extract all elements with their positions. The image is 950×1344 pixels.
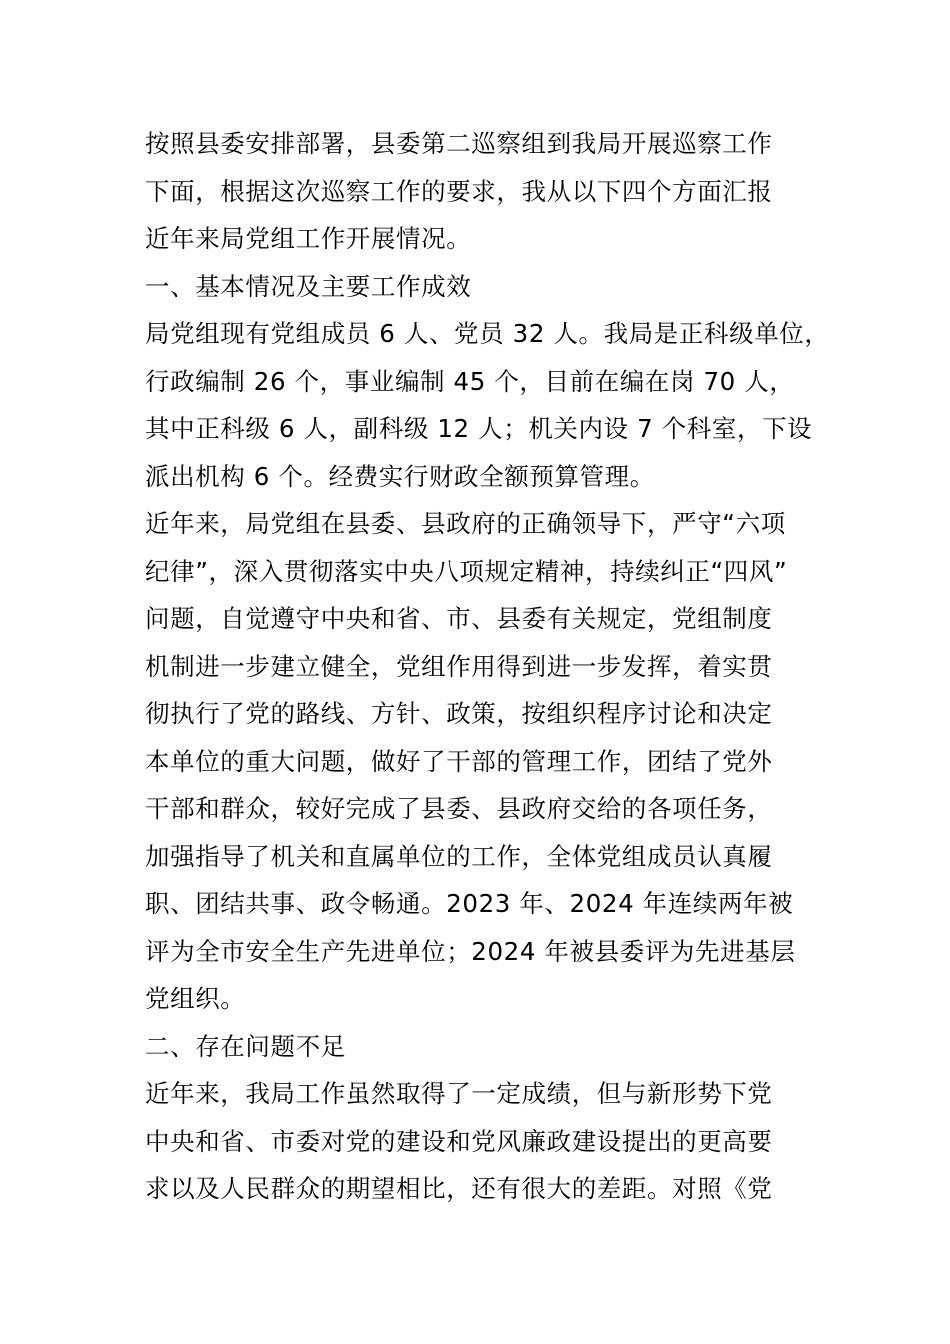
text-line: 机制进一步建立健全，党组作用得到进一步发挥，着实贯 (145, 651, 773, 681)
document-body (145, 120, 845, 1213)
text-line: 下面，根据这次巡察工作的要求，我从以下四个方面汇报 (145, 176, 773, 206)
text-line: 本单位的重大问题，做好了干部的管理工作，团结了党外 (145, 746, 773, 776)
text-line: 派出机构 6 个。经费实行财政全额预算管理。 (145, 461, 655, 491)
text-line: 近年来局党组工作开展情况。 (145, 224, 472, 253)
text-line: 党组织。 (145, 984, 246, 1013)
text-line: 近年来，局党组在县委、县政府的正确领导下，严守“六项 (145, 509, 786, 538)
text-line: 彻执行了党的路线、方针、政策，按组织程序讨论和决定 (145, 699, 773, 728)
text-line: 按照县委安排部署，县委第二巡察组到我局开展巡察工作 (145, 129, 773, 158)
text-line: 求以及人民群众的期望相比，还有很大的差距。对照《党 (145, 1174, 773, 1203)
text-line: 纪律”，深入贯彻落实中央八项规定精神，持续纠正“四风” (145, 556, 788, 586)
text-line: 局党组现有党组成员 6 人、党员 32 人。我局是正科级单位， (145, 319, 830, 348)
text-line: 近年来，我局工作虽然取得了一定成绩，但与新形势下党 (145, 1079, 773, 1108)
text-line: 加强指导了机关和直属单位的工作，全体党组成员认真履 (145, 841, 773, 871)
text-line: 行政编制 26 个，事业编制 45 个，目前在编在岗 70 人， (145, 366, 795, 396)
text-line: 问题，自觉遵守中央和省、市、县委有关规定，党组制度 (145, 604, 773, 633)
text-line: 评为全市安全生产先进单位；2024 年被县委评为先进基层 (145, 936, 796, 966)
section-heading: 二、存在问题不足 (145, 1031, 346, 1061)
section-heading: 一、基本情况及主要工作成效 (145, 271, 472, 301)
text-line: 干部和群众，较好完成了县委、县政府交给的各项任务， (145, 794, 773, 823)
text-line: 中央和省、市委对党的建设和党风廉政建设提出的更高要 (145, 1126, 773, 1156)
text-line: 职、团结共事、政令畅通。2023 年、2024 年连续两年被 (145, 889, 794, 918)
text-line: 其中正科级 6 人，副科级 12 人；机关内设 7 个科室，下设 (145, 414, 813, 443)
